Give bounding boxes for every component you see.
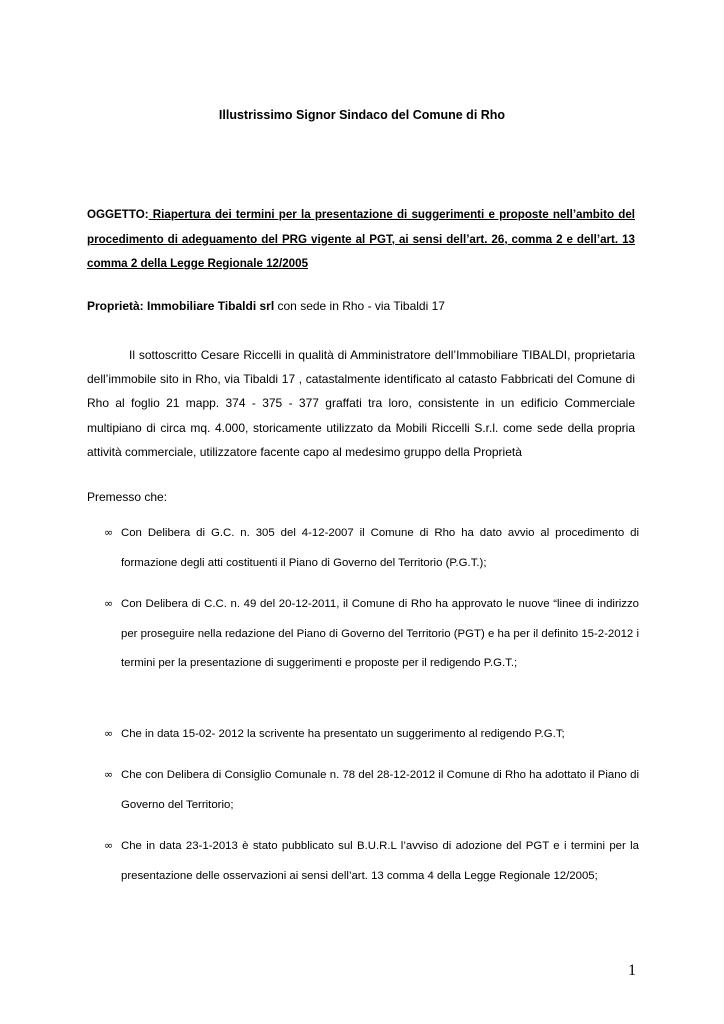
bullet-infinity-icon: ∞ <box>104 727 114 740</box>
list-item: Che in data 15-02- 2012 la scrivente ha presentato un suggerimento al redigendo P.G.T; <box>121 728 565 740</box>
page-number: 1 <box>628 962 636 979</box>
property-label: Proprietà: Immobiliare Tibaldi srl <box>87 299 275 313</box>
bullet-infinity-icon: ∞ <box>104 839 114 852</box>
subject-label: OGGETTO: <box>87 208 149 221</box>
bullet-infinity-icon: ∞ <box>104 526 114 539</box>
letter-addressee: Illustrissimo Signor Sindaco del Comune di Rho <box>218 108 506 122</box>
list-item: Con Delibera di G.C. n. 305 del 4-12-2007 il Comune di Rho ha dato avvio al procedimento di formazione degli atti costituenti il Piano di Governo del Territorio (P.G.T.); <box>121 527 639 569</box>
intro-paragraph: Il sottoscritto Cesare Riccelli in qualità di Amministratore dell’Immobiliare TIBALDI, proprietaria dell’immobile sito in Rho, via Tibaldi 17 , catastalmente identificato al catasto Fabbricati del Comune di Rho al foglio 21 mapp. 374 - 375 - 377 graffati tra loro, consistente in un edificio Commerciale multipiano di circa mq. 4.000, storicamente utilizzato da Mobili Riccelli S.r.l. come sede della propria attività commerciale, utilizzatore facente capo al medesimo gruppo della Proprietà <box>87 348 635 459</box>
subject-text: Riapertura dei termini per la presentazione di suggerimenti e proposte nell’ambito del procedimento di adeguamento del PRG vigente al PGT, ai sensi dell’art. 26, comma 2 e dell’art. 13 comma 2 della Legge Regionale 12/2005 <box>87 208 635 270</box>
list-item: Che in data 23-1-2013 è stato pubblicato sul B.U.R.L l’avviso di adozione del PGT e i termini per la presentazione delle osservazioni ai sensi dell’art. 13 comma 4 della Legge Regionale 12/2005; <box>121 840 639 882</box>
bullet-infinity-icon: ∞ <box>104 768 114 781</box>
bullet-infinity-icon: ∞ <box>104 597 114 610</box>
property-text: con sede in Rho - via Tibaldi 17 <box>274 299 445 313</box>
list-item: Che con Delibera di Consiglio Comunale n. 78 del 28-12-2012 il Comune di Rho ha adottato il Piano di Governo del Territorio; <box>121 769 639 811</box>
subject-paragraph <box>87 203 635 277</box>
property-line <box>87 299 445 313</box>
premesso-heading: Premesso che: <box>87 490 168 504</box>
list-item: Con Delibera di C.C. n. 49 del 20-12-2011, il Comune di Rho ha approvato le nuove “linee di indirizzo per proseguire nella redazione del Piano di Governo del Territorio (PGT) e ha per il definito 15-2-2012 i termini per la presentazione di suggerimenti e proposte per il redigendo P.G.T.; <box>121 598 639 669</box>
